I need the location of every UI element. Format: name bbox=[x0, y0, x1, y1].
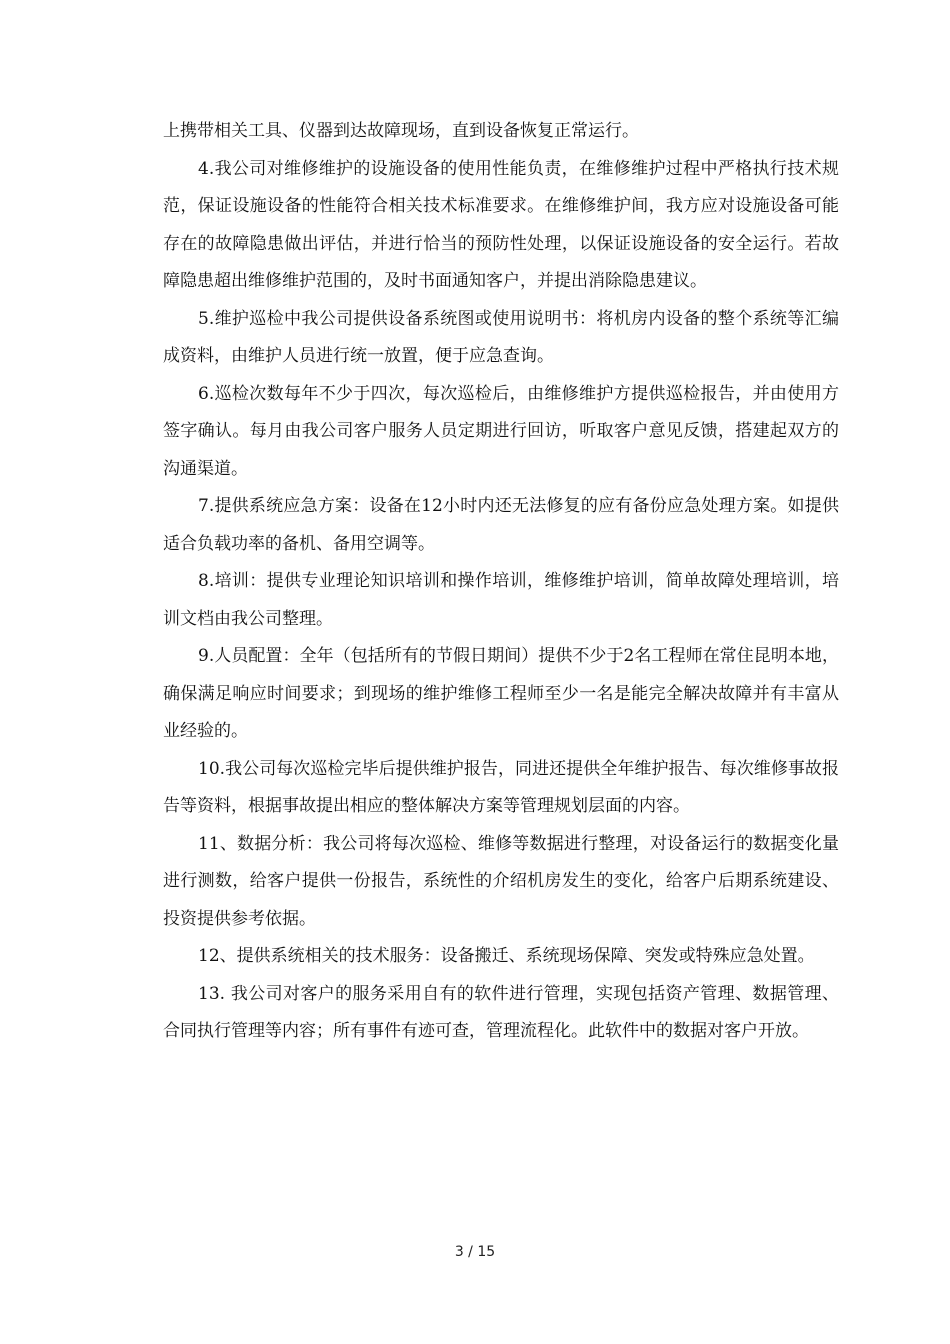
paragraph-continuation: 上携带相关工具、仪器到达故障现场，直到设备恢复正常运行。 bbox=[163, 121, 639, 141]
paragraph-item-7: 7.提供系统应急方案：设备在12小时内还无法修复的应有备份应急处理方案。如提供适合负载功率的备机、备用空调等。 bbox=[163, 496, 839, 554]
paragraph-item-13: 13. 我公司对客户的服务采用自有的软件进行管理，实现包括资产管理、数据管理、合同执行管理等内容；所有事件有迹可查，管理流程化。此软件中的数据对客户开放。 bbox=[163, 983, 839, 1041]
paragraph-item-6: 6.巡检次数每年不少于四次，每次巡检后，由维修维护方提供巡检报告，并由使用方签字确认。每月由我公司客户服务人员定期进行回访，听取客户意见反馈，搭建起双方的沟通渠道。 bbox=[163, 383, 839, 479]
paragraph-item-4: 4.我公司对维修维护的设施设备的使用性能负责，在维修维护过程中严格执行技术规范，保证设施设备的性能符合相关技术标准要求。在维修维护间，我方应对设施设备可能存在的故障隐患做出评估，并进行恰当的预防性处理，以保证设施设备的安全运行。若故障隐患超出维修维护范围的，及时书面通知客户，并提出消除隐患建议。 bbox=[163, 158, 839, 291]
page-number: 3 / 15 bbox=[454, 1244, 496, 1260]
paragraph-item-12: 12、提供系统相关的技术服务：设备搬迁、系统现场保障、突发或特殊应急处置。 bbox=[198, 946, 815, 966]
paragraph-item-10: 10.我公司每次巡检完毕后提供维护报告，同进还提供全年维护报告、每次维修事故报告等资料，根据事故提出相应的整体解决方案等管理规划层面的内容。 bbox=[163, 758, 839, 816]
paragraph-item-8: 8.培训：提供专业理论知识培训和操作培训，维修维护培训，简单故障处理培训，培训文档由我公司整理。 bbox=[163, 571, 839, 629]
paragraph-item-5: 5.维护巡检中我公司提供设备系统图或使用说明书：将机房内设备的整个系统等汇编成资料，由维护人员进行统一放置，便于应急查询。 bbox=[163, 308, 839, 366]
document-body bbox=[163, 113, 839, 1051]
paragraph-item-9: 9.人员配置：全年（包括所有的节假日期间）提供不少于2名工程师在常住昆明本地，确保满足响应时间要求；到现场的维护维修工程师至少一名是能完全解决故障并有丰富从业经验的。 bbox=[163, 646, 839, 741]
paragraph-item-11: 11、数据分析：我公司将每次巡检、维修等数据进行整理，对设备运行的数据变化量进行测数，给客户提供一份报告，系统性的介绍机房发生的变化，给客户后期系统建设、投资提供参考依据。 bbox=[163, 833, 839, 929]
